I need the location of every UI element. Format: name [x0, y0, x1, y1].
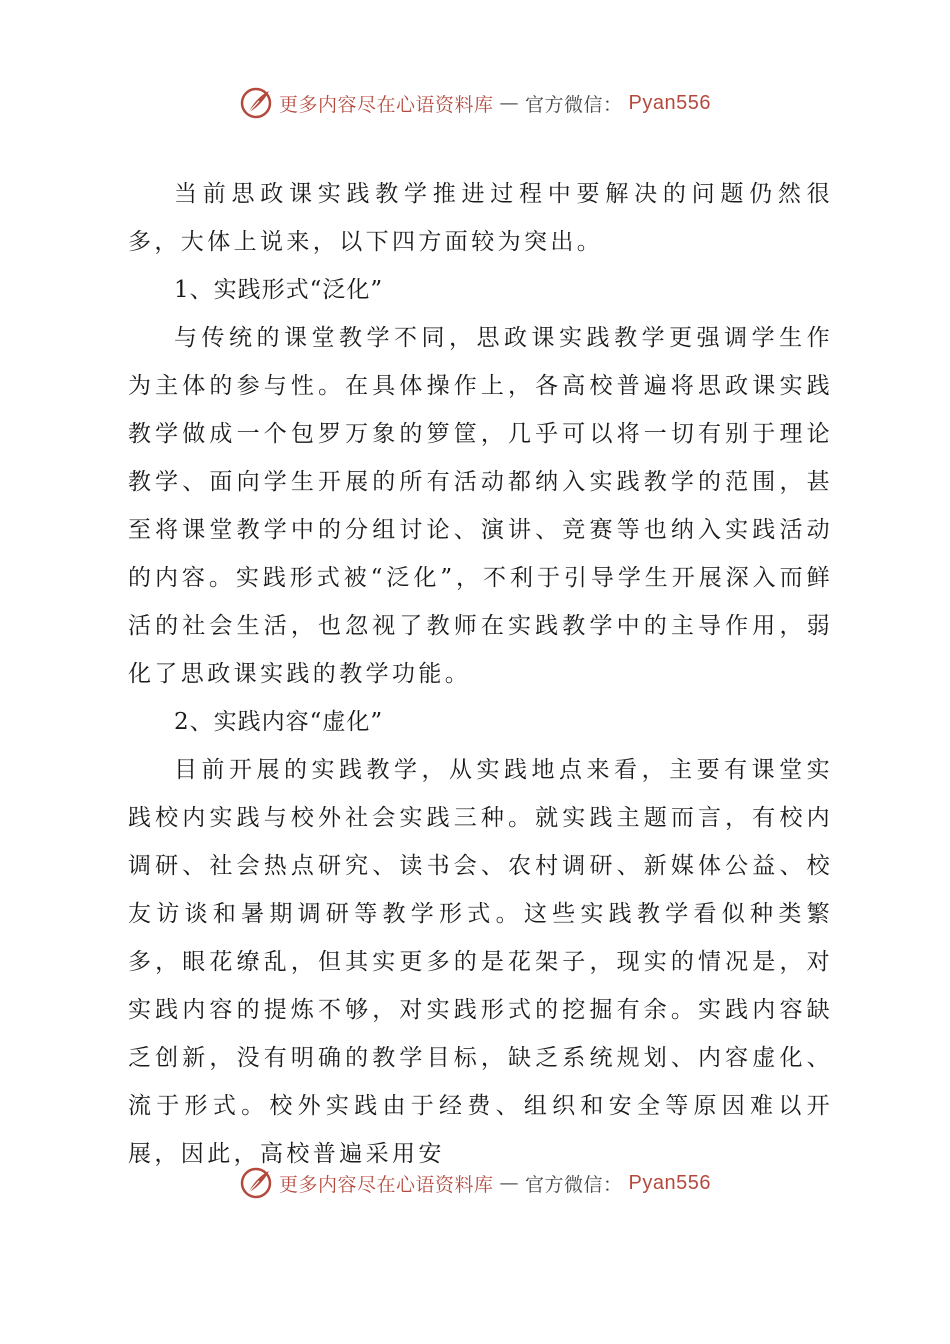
- section2-heading: 2、实践内容“虚化”: [174, 709, 384, 735]
- footer-banner: [0, 1166, 950, 1200]
- banner-wechat-id: Pyan556: [628, 91, 711, 114]
- banner-brand: 更多内容尽在心语资料库: [279, 93, 494, 116]
- document-body: [128, 170, 833, 1178]
- banner-wechat-label: 官方微信：: [525, 1173, 623, 1196]
- banner-separator: —: [499, 92, 520, 114]
- banner-wechat-label: 官方微信：: [525, 93, 623, 116]
- feather-pen-logo-icon: [239, 1166, 273, 1200]
- banner-brand: 更多内容尽在心语资料库: [279, 1173, 494, 1196]
- section2-paragraph: 目前开展的实践教学，从实践地点来看，主要有课堂实践校内实践与校外社会实践三种。就实践主题而言，有校内调研、社会热点研究、读书会、农村调研、新媒体公益、校友访谈和暑期调研等教学形式。这些实践教学看似种类繁多，眼花缭乱，但其实更多的是花架子，现实的情况是，对实践内容的提炼不够，对实践形式的挖掘有余。实践内容缺乏创新，没有明确的教学目标，缺乏系统规划、内容虚化、流于形式。校外实践由于经费、组织和安全等原因难以开展，因此，高校普遍采用安: [128, 757, 833, 1167]
- intro-paragraph: 当前思政课实践教学推进过程中要解决的问题仍然很多，大体上说来，以下四方面较为突出。: [128, 181, 833, 255]
- section1-paragraph: 与传统的课堂教学不同，思政课实践教学更强调学生作为主体的参与性。在具体操作上，各高校普遍将思政课实践教学做成一个包罗万象的箩筐，几乎可以将一切有别于理论教学、面向学生开展的所有活动都纳入实践教学的范围，甚至将课堂教学中的分组讨论、演讲、竞赛等也纳入实践活动的内容。实践形式被“泛化”，不利于引导学生开展深入而鲜活的社会生活，也忽视了教师在实践教学中的主导作用，弱化了思政课实践的教学功能。: [128, 325, 833, 687]
- section1-heading: 1、实践形式“泛化”: [174, 277, 384, 303]
- header-banner: [0, 86, 950, 120]
- banner-wechat-id: Pyan556: [628, 1171, 711, 1194]
- banner-separator: —: [499, 1172, 520, 1194]
- feather-pen-logo-icon: [239, 86, 273, 120]
